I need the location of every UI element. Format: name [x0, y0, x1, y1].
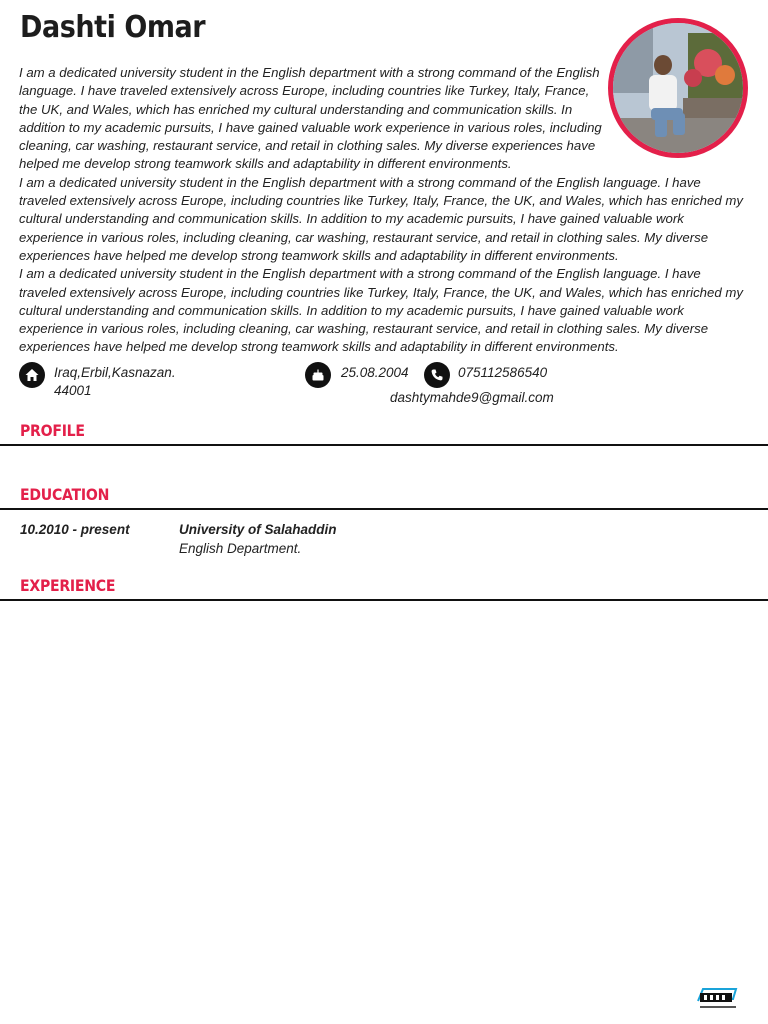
section-divider	[0, 444, 768, 446]
address	[54, 364, 176, 400]
summary-paragraph: I am a dedicated university student in the English department with a strong command of the English language. I have traveled extensively across Europe, including countries like Turkey, Italy, France, the UK, and Wales, which has enriched my cultural understanding and communication skills. In addition to my academic pursuits, I have gained valuable work experience in various roles, including cleaning, car washing, restaurant service, and retail in clothing sales. My diverse experiences have helped me develop strong teamwork skills and adaptability in different environments.	[19, 65, 602, 172]
education-department: English Department.	[179, 541, 302, 556]
section-divider	[0, 599, 768, 601]
section-title-experience: EXPERIENCE	[20, 576, 116, 595]
home-icon	[19, 362, 45, 388]
candidate-name: Dashti Omar	[20, 10, 206, 45]
section-title-profile: PROFILE	[20, 421, 85, 440]
address-line: Iraq,Erbil,Kasnazan.	[54, 365, 176, 380]
summary-text	[19, 64, 744, 357]
summary-paragraph: I am a dedicated university student in the English department with a strong command of the English language. I have traveled extensively across Europe, including countries like Turkey, Italy, France, the UK, and Wales, which has enriched my cultural understanding and communication skills. In addition to my academic pursuits, I have gained valuable work experience in various roles, including cleaning, car washing, restaurant service, and retail in clothing sales. My diverse experiences have helped me develop strong teamwork skills and adaptability in different environments.	[19, 266, 743, 355]
section-title-education: EDUCATION	[20, 485, 110, 504]
summary-paragraph: I am a dedicated university student in the English department with a strong command of the English language. I have traveled extensively across Europe, including countries like Turkey, Italy, France, the UK, and Wales, which has enriched my cultural understanding and communication skills. In addition to my academic pursuits, I have gained valuable work experience in various roles, including cleaning, car washing, restaurant service, and retail in clothing sales. My diverse experiences have helped me develop strong teamwork skills and adaptability in different environments.	[19, 174, 743, 263]
birthdate: 25.08.2004	[341, 365, 409, 380]
phone-number: 075112586540	[458, 365, 548, 380]
craft-cv-logo	[696, 985, 740, 1013]
education-institution: University of Salahaddin	[179, 522, 337, 537]
section-divider	[0, 508, 768, 510]
phone-icon	[424, 362, 450, 388]
birthday-cake-icon	[305, 362, 331, 388]
education-date: 10.2010 - present	[20, 522, 130, 537]
address-postcode: 44001	[54, 383, 92, 398]
email-address: dashtymahde9@gmail.com	[390, 390, 554, 405]
